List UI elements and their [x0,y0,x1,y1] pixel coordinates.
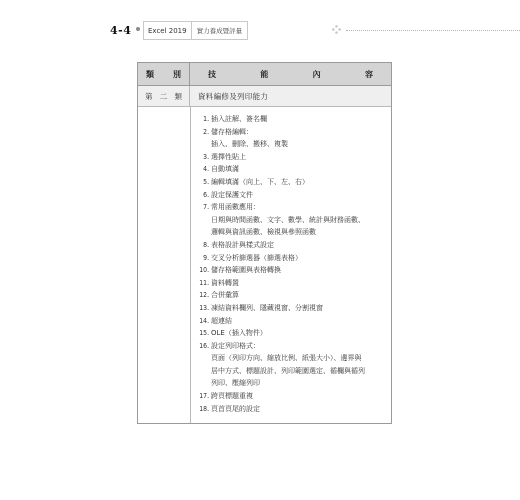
list-item-number: 7 [203,203,207,212]
list-item [197,113,385,126]
list-item-separator: . [207,177,210,186]
list-item [197,302,385,315]
list-item-separator: . [207,127,210,136]
list-item-text [211,277,385,290]
list-item-number: 8 [203,240,207,249]
list-item-line: 居中方式、標題設計、列印範圍選定、循欄與循列 [211,366,365,375]
list-item-text [211,252,385,265]
category-row [138,86,391,107]
list-item [197,176,385,189]
list-item-number: 11 [199,278,207,287]
page-header [110,22,450,40]
list-item-text [211,302,385,315]
list-item [197,163,385,176]
list-item-number: 18 [199,404,207,413]
list-item-line: 列印、壓縮列印 [211,379,260,388]
list-item-line: 選擇性貼上 [211,152,246,161]
skill-list [191,107,391,423]
list-item-number: 9 [203,253,207,262]
list-item-number: 14 [199,316,207,325]
list-item-line: 凍結資料欄列、隱藏視窗、分割視窗 [211,303,323,312]
list-item-text [211,201,385,239]
list-item-separator: . [207,316,210,325]
column-header-skills: 技 能 內 容 [208,69,373,79]
list-item-line: 設定列印格式： [211,341,260,350]
list-item-number: 1 [203,115,207,123]
book-title: Excel 2019 [144,22,192,39]
category-label: 第 二 類 [138,86,190,106]
column-header-category: 類 別 [138,63,190,85]
list-item-line: 常用函數應用： [211,203,260,212]
skills-body-row [138,107,391,423]
list-item-text [211,289,385,302]
list-item [197,252,385,265]
list-item-line: 超連結 [211,316,232,325]
list-item-separator: . [207,203,210,212]
list-item [197,201,385,239]
list-item-separator: . [207,266,210,275]
book-subtitle: 實力養成暨評量 [196,27,243,35]
list-item-number: 6 [203,190,207,199]
list-item-number: 3 [203,152,207,161]
list-item-number: 13 [199,303,207,312]
list-item-text [211,176,385,189]
skills-table [137,62,392,424]
list-item [197,340,385,390]
list-item [197,151,385,164]
list-item-line: 表格設計與樣式設定 [211,240,274,249]
list-item-line: 頁面（列印方向、縮放比例、紙張大小）、邊界與 [211,354,362,363]
list-item-line: 頁首頁尾的設定 [211,404,260,413]
header-dotted-rule [346,30,520,31]
list-item-separator: . [207,278,210,287]
list-item [197,327,385,340]
page-number: 4-4 [110,24,132,37]
list-item-number: 16 [199,341,207,350]
list-item-separator: . [207,115,210,123]
category-title: 資料編修及列印能力 [198,91,269,101]
list-item [197,126,385,151]
list-item-line: 儲存格編輯： [211,127,253,136]
list-item [197,277,385,290]
list-item-text [211,327,385,340]
list-item-number: 10 [199,266,207,275]
list-item-separator: . [207,291,210,300]
list-item-number: 4 [203,165,207,174]
list-item-line: 日期與時間函數、文字、數學、統計與財務函數、 [211,215,365,224]
list-item-separator: . [207,253,210,262]
list-item-separator: . [207,165,210,174]
decorative-dots-icon [332,25,341,34]
list-item-line: 儲存格範圍與表格轉換 [211,266,281,275]
list-item-separator: . [207,329,210,338]
list-item-text [211,315,385,328]
list-item-text [211,151,385,164]
list-item-line: 合併彙算 [211,291,239,300]
list-item-number: 17 [199,392,207,401]
list-item [197,189,385,202]
list-item-separator: . [207,404,210,413]
list-item [197,289,385,302]
list-item-line: 設定保護文件 [211,190,253,199]
list-item-text [211,403,385,416]
list-item-line: 自動填滿 [211,165,239,174]
list-item-text [211,239,385,252]
list-item-line: 插入、刪除、搬移、複製 [211,140,288,149]
list-item-line: OLE（插入物件） [211,329,267,338]
list-item [197,315,385,328]
list-item-separator: . [207,303,210,312]
list-item [197,239,385,252]
empty-category-cell [138,107,191,423]
list-item-text [211,163,385,176]
list-item-line: 跨頁標題重複 [211,392,253,401]
list-item-text [211,113,385,126]
list-item-number: 2 [203,127,207,136]
list-item-text [211,126,385,151]
list-item-line: 交叉分析篩選器（篩選表格） [211,253,302,262]
list-item-separator: . [207,392,210,401]
list-item-separator: . [207,240,210,249]
list-item-line: 邏輯與資訊函數、檢視與參照函數 [211,228,316,237]
list-item-text [211,264,385,277]
list-item-text [211,390,385,403]
list-item-line: 編輯填滿（向上、下、左、右） [211,177,309,186]
list-item-number: 15 [199,329,207,338]
list-item-separator: . [207,152,210,161]
bullet-dot-icon [136,27,140,31]
list-item [197,264,385,277]
list-item-separator: . [207,190,210,199]
table-header-row [138,63,391,86]
list-item-line: 資料轉置 [211,278,239,287]
list-item-separator: . [207,341,210,350]
list-item [197,390,385,403]
list-item-text [211,340,385,390]
list-item-text [211,189,385,202]
book-title-tab [143,21,248,40]
list-item-number: 5 [203,177,207,186]
list-item-line: 插入註解、簽名欄 [211,115,267,123]
list-item-number: 12 [199,291,207,300]
list-item [197,403,385,416]
